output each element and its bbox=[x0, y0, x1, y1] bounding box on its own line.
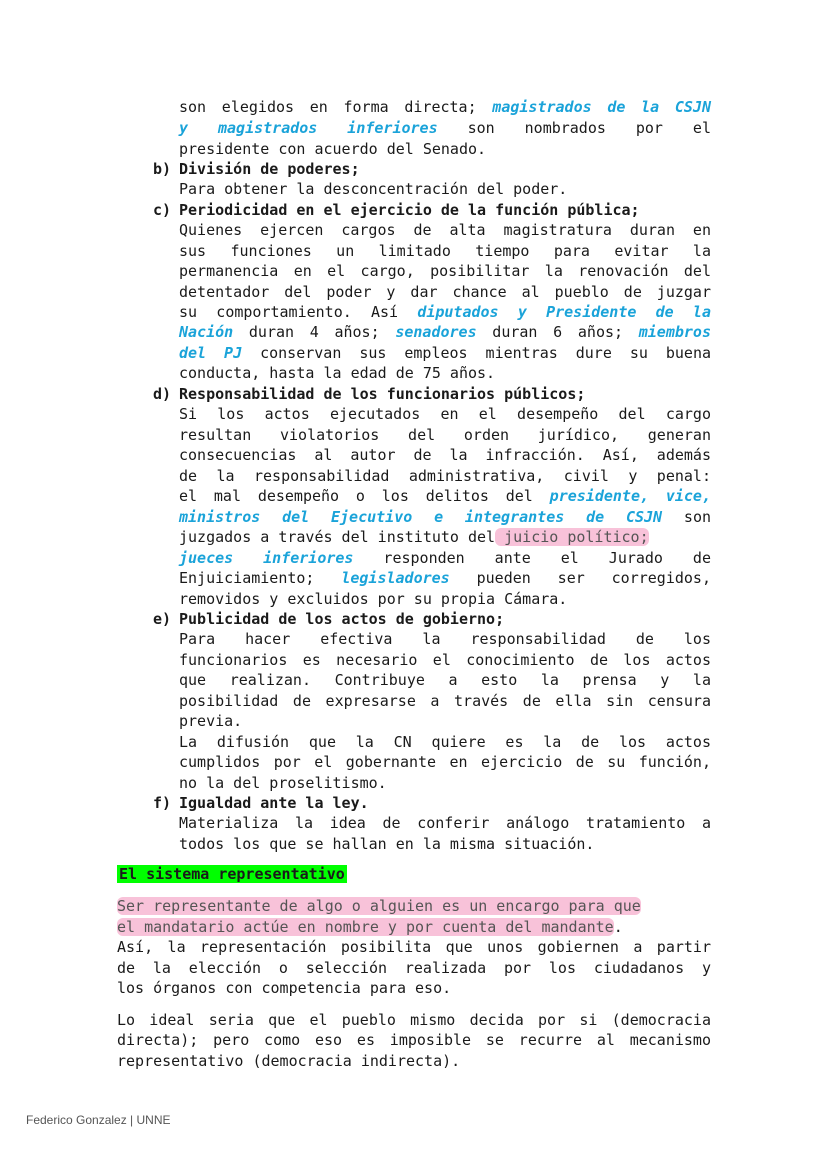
list-marker: e) bbox=[153, 610, 172, 628]
list-marker: f) bbox=[153, 794, 172, 812]
list-marker: d) bbox=[153, 385, 172, 403]
text-line: juzgados a través del instituto del juicio político; bbox=[179, 528, 649, 546]
list-marker: c) bbox=[153, 201, 172, 219]
pink-highlight: el mandatario actúe en nombre y por cuenta del mandante bbox=[117, 918, 614, 936]
text-line: Así, la representación posibilita que unos gobiernen a partir bbox=[117, 938, 711, 956]
text-line: previa. bbox=[179, 712, 243, 730]
text-line: jueces inferiores responden ante el Jurado de bbox=[179, 549, 711, 567]
text-line: resultan violatorios del orden jurídico, generan bbox=[179, 426, 711, 444]
text-line: consecuencias al autor de la infracción. Así, además bbox=[179, 446, 711, 464]
text-line: La difusión que la CN quiere es la de los actos bbox=[179, 733, 711, 751]
text-line: removidos y excluidos por su propia Cámara. bbox=[179, 590, 568, 608]
pink-highlight: juicio político; bbox=[495, 528, 649, 546]
list-item-title: Igualdad ante la ley. bbox=[179, 794, 369, 812]
text-line: Para obtener la desconcentración del poder. bbox=[179, 180, 568, 198]
text-line: posibilidad de expresarse a través de ella sin censura bbox=[179, 692, 711, 710]
text-line: los órganos con competencia para eso. bbox=[117, 979, 452, 997]
text-line: conducta, hasta la edad de 75 años. bbox=[179, 364, 496, 382]
text-line: el mal desempeño o los delitos del presidente, vice, bbox=[179, 487, 711, 505]
text-line: Para hacer efectiva la responsabilidad de los bbox=[179, 630, 711, 648]
text-line: permanencia en el cargo, posibilitar la renovación del bbox=[179, 262, 711, 280]
section-heading: El sistema representativo bbox=[119, 865, 345, 883]
text-line: son elegidos en forma directa; magistrados de la CSJN bbox=[179, 98, 711, 116]
list-item-title: División de poderes; bbox=[179, 160, 360, 178]
text-line: de la elección o selección realizada por los ciudadanos y bbox=[117, 959, 711, 977]
text-line: del PJ conservan sus empleos mientras dure su buena bbox=[179, 344, 712, 362]
text-line: Lo ideal seria que el pueblo mismo decida por si (democracia bbox=[117, 1011, 711, 1029]
list-marker: b) bbox=[153, 160, 172, 178]
text-line: funcionarios es necesario el conocimiento de los actos bbox=[179, 651, 711, 669]
text-line: Enjuiciamiento; legisladores pueden ser corregidos, bbox=[179, 569, 711, 587]
text-line: ministros del Ejecutivo e integrantes de CSJN son bbox=[179, 508, 712, 526]
text-line: detentador del poder y dar chance al pueblo de juzgar bbox=[179, 283, 711, 301]
text-line: Nación duran 4 años; senadores duran 6 años; miembros bbox=[179, 323, 711, 341]
text-line: su comportamiento. Así diputados y Presidente de la bbox=[179, 303, 711, 321]
text-line bbox=[117, 896, 711, 916]
text-line: que realizan. Contribuye a esto la prensa y la bbox=[179, 671, 711, 689]
text-line: directa); pero como eso es imposible se recurre al mecanismo bbox=[117, 1031, 711, 1049]
text-line: presidente con acuerdo del Senado. bbox=[179, 140, 487, 158]
page-footer: Federico Gonzalez | UNNE bbox=[26, 1113, 171, 1127]
text-line: Materializa la idea de conferir análogo tratamiento a bbox=[179, 814, 711, 832]
text-line: no la del proselitismo. bbox=[179, 774, 387, 792]
text-line: sus funciones un limitado tiempo para evitar la bbox=[179, 242, 711, 260]
text-line: cumplidos por el gobernante en ejercicio de su función, bbox=[179, 753, 711, 771]
text-line: Quienes ejercen cargos de alta magistratura duran en bbox=[179, 221, 711, 239]
list-item-title: Responsabilidad de los funcionarios públicos; bbox=[179, 385, 586, 403]
text-line: y magistrados inferiores son nombrados por el bbox=[179, 119, 711, 137]
list-item-title: Periodicidad en el ejercicio de la función pública; bbox=[179, 201, 640, 219]
text-line: el mandatario actúe en nombre y por cuenta del mandante. bbox=[117, 918, 623, 936]
text-line: representativo (democracia indirecta). bbox=[117, 1052, 461, 1070]
text-line: de la responsabilidad administrativa, civil y penal: bbox=[179, 467, 711, 485]
text-line: todos los que se hallan en la misma situación. bbox=[179, 835, 595, 853]
list-item-title: Publicidad de los actos de gobierno; bbox=[179, 610, 505, 628]
text-line: Si los actos ejecutados en el desempeño del cargo bbox=[179, 405, 711, 423]
pink-highlight: Ser representante de algo o alguien es un encargo para que bbox=[117, 897, 641, 915]
